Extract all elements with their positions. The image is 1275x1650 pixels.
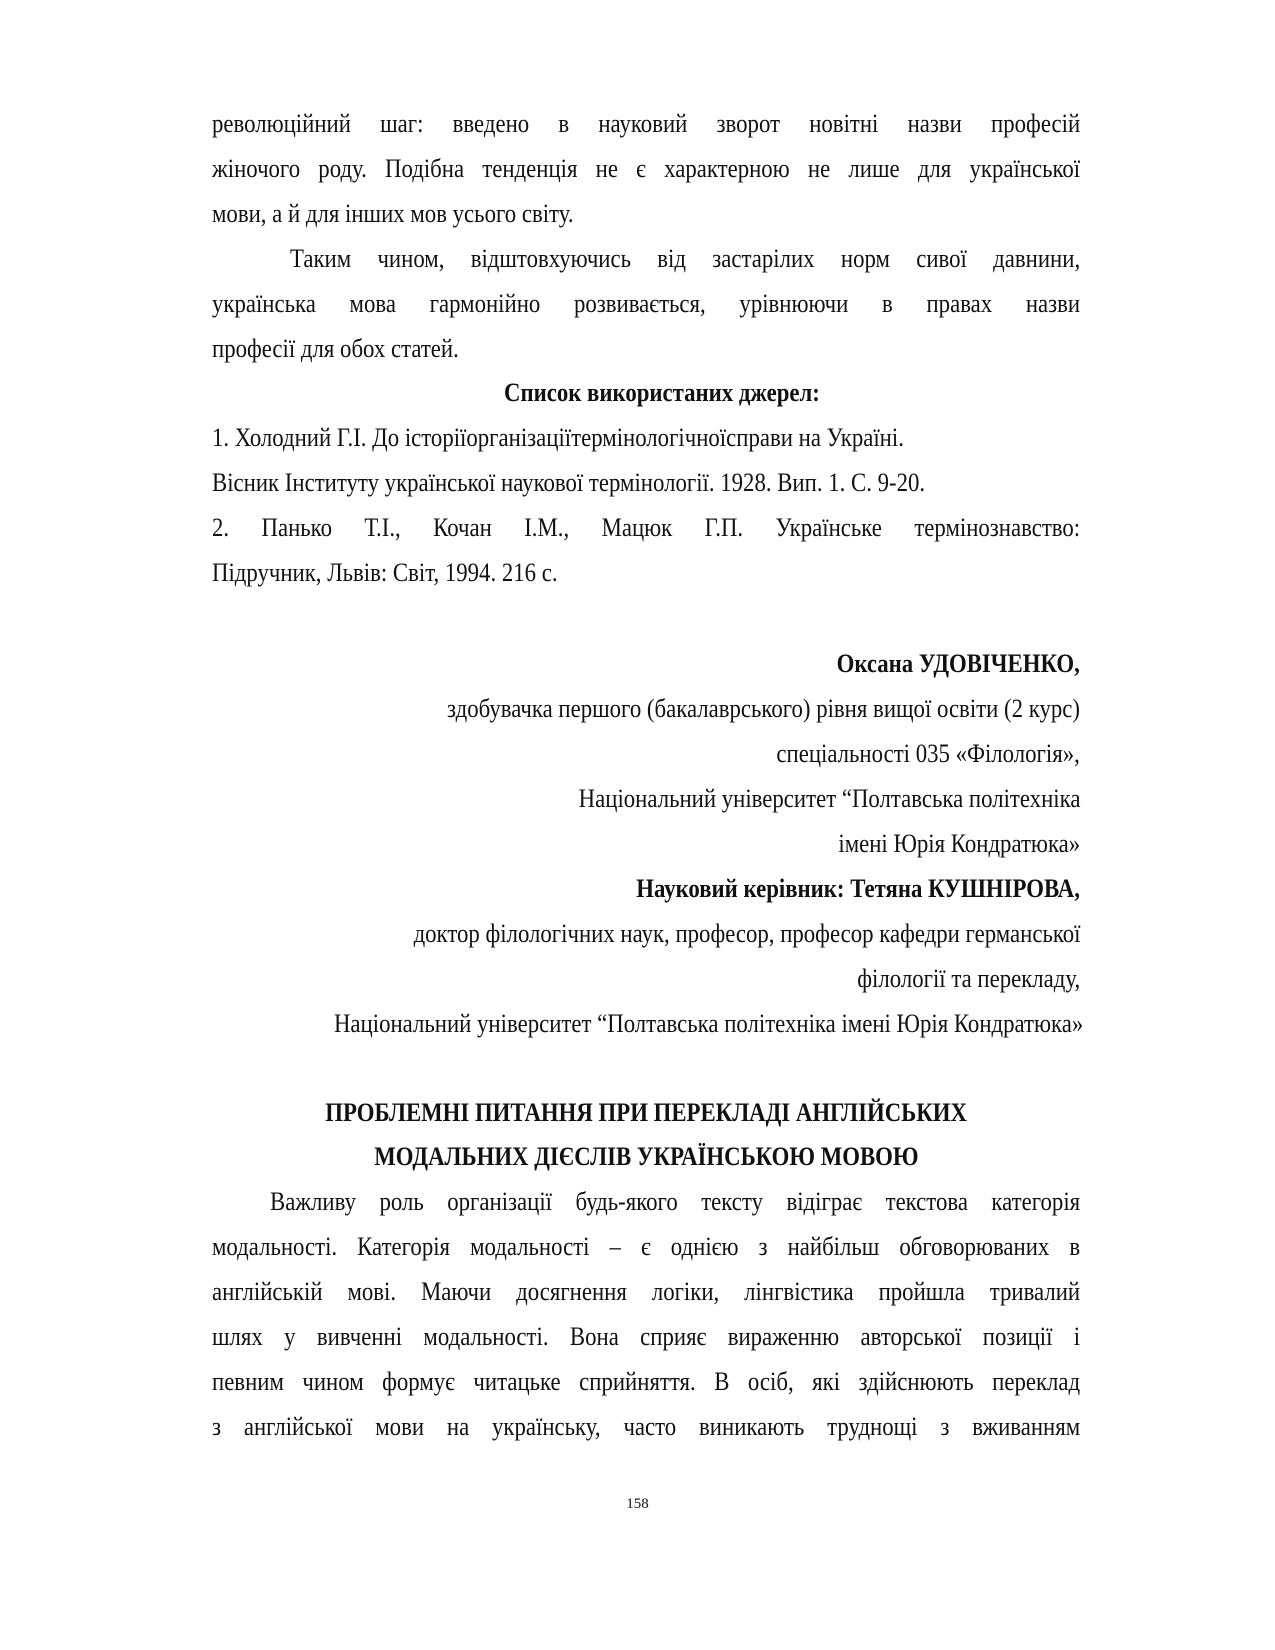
- article-body-line: з англійської мови на українську, часто виникають труднощі з вживанням: [212, 1411, 1081, 1441]
- reference-item: 2. Панько Т.І., Кочан І.М., Мацюк Г.П. Українське термінознавство:: [212, 512, 1081, 542]
- article-body-line: шлях у вивченні модальності. Вона сприяє вираженню авторської позиції і: [212, 1321, 1081, 1351]
- article-title: ПРОБЛЕМНІ ПИТАННЯ ПРИ ПЕРЕКЛАДІ АНГЛІЙСЬКИХ: [325, 1097, 967, 1127]
- supervisor-affiliation-line: Національний університет “Полтавська політехніка імені Юрія Кондратюка»: [333, 1008, 1084, 1038]
- reference-item: Підручник, Львів: Світ, 1994. 216 с.: [212, 557, 558, 587]
- paragraph-line: професії для обох статей.: [212, 333, 459, 363]
- references-heading: Список використаних джерел:: [504, 377, 820, 407]
- supervisor-affiliation-line: філології та перекладу,: [857, 963, 1080, 993]
- author-name: Оксана УДОВІЧЕНКО,: [836, 648, 1080, 678]
- paragraph-line: Таким чином, відштовхуючись від застарілих норм сивої давнини,: [290, 243, 1081, 273]
- article-body-line: Важливу роль організації будь-якого тексту відіграє текстова категорія: [270, 1186, 1081, 1216]
- article-title: МОДАЛЬНИХ ДІЄСЛІВ УКРАЇНСЬКОЮ МОВОЮ: [373, 1141, 919, 1171]
- author-affiliation-line: Національний університет “Полтавська політехніка: [578, 783, 1080, 813]
- supervisor-name: Науковий керівник: Тетяна КУШНІРОВА,: [636, 873, 1080, 903]
- paragraph-line: революційний шаг: введено в науковий зворот новітні назви професій: [212, 108, 1081, 138]
- article-body-line: модальності. Категорія модальності – є однією з найбільш обговорюваних в: [212, 1231, 1081, 1261]
- paragraph-line: українська мова гармонійно розвивається, урівнюючи в правах назви: [212, 288, 1081, 318]
- author-affiliation-line: здобувачка першого (бакалаврського) рівня вищої освіти (2 курс): [447, 693, 1080, 723]
- reference-item: Вісник Інституту української наукової термінології. 1928. Вип. 1. С. 9-20.: [212, 467, 926, 497]
- page-number: 158: [626, 1496, 649, 1512]
- supervisor-affiliation-line: доктор філологічних наук, професор, професор кафедри германської: [413, 918, 1080, 948]
- paragraph-line: мови, а й для інших мов усього світу.: [212, 198, 574, 228]
- author-affiliation-line: імені Юрія Кондратюка»: [838, 828, 1080, 858]
- author-affiliation-line: спеціальності 035 «Філологія»,: [776, 738, 1080, 768]
- article-body-line: англійській мові. Маючи досягнення логіки, лінгвістика пройшла тривалий: [212, 1276, 1081, 1306]
- reference-item: 1. Холодний Г.І. До історіїорганізаціїтермінологічноїсправи на Україні.: [212, 422, 904, 452]
- article-body-line: певним чином формує читацьке сприйняття. В осіб, які здійснюють переклад: [212, 1366, 1081, 1396]
- paragraph-line: жіночого роду. Подібна тенденція не є характерною не лише для української: [212, 153, 1081, 183]
